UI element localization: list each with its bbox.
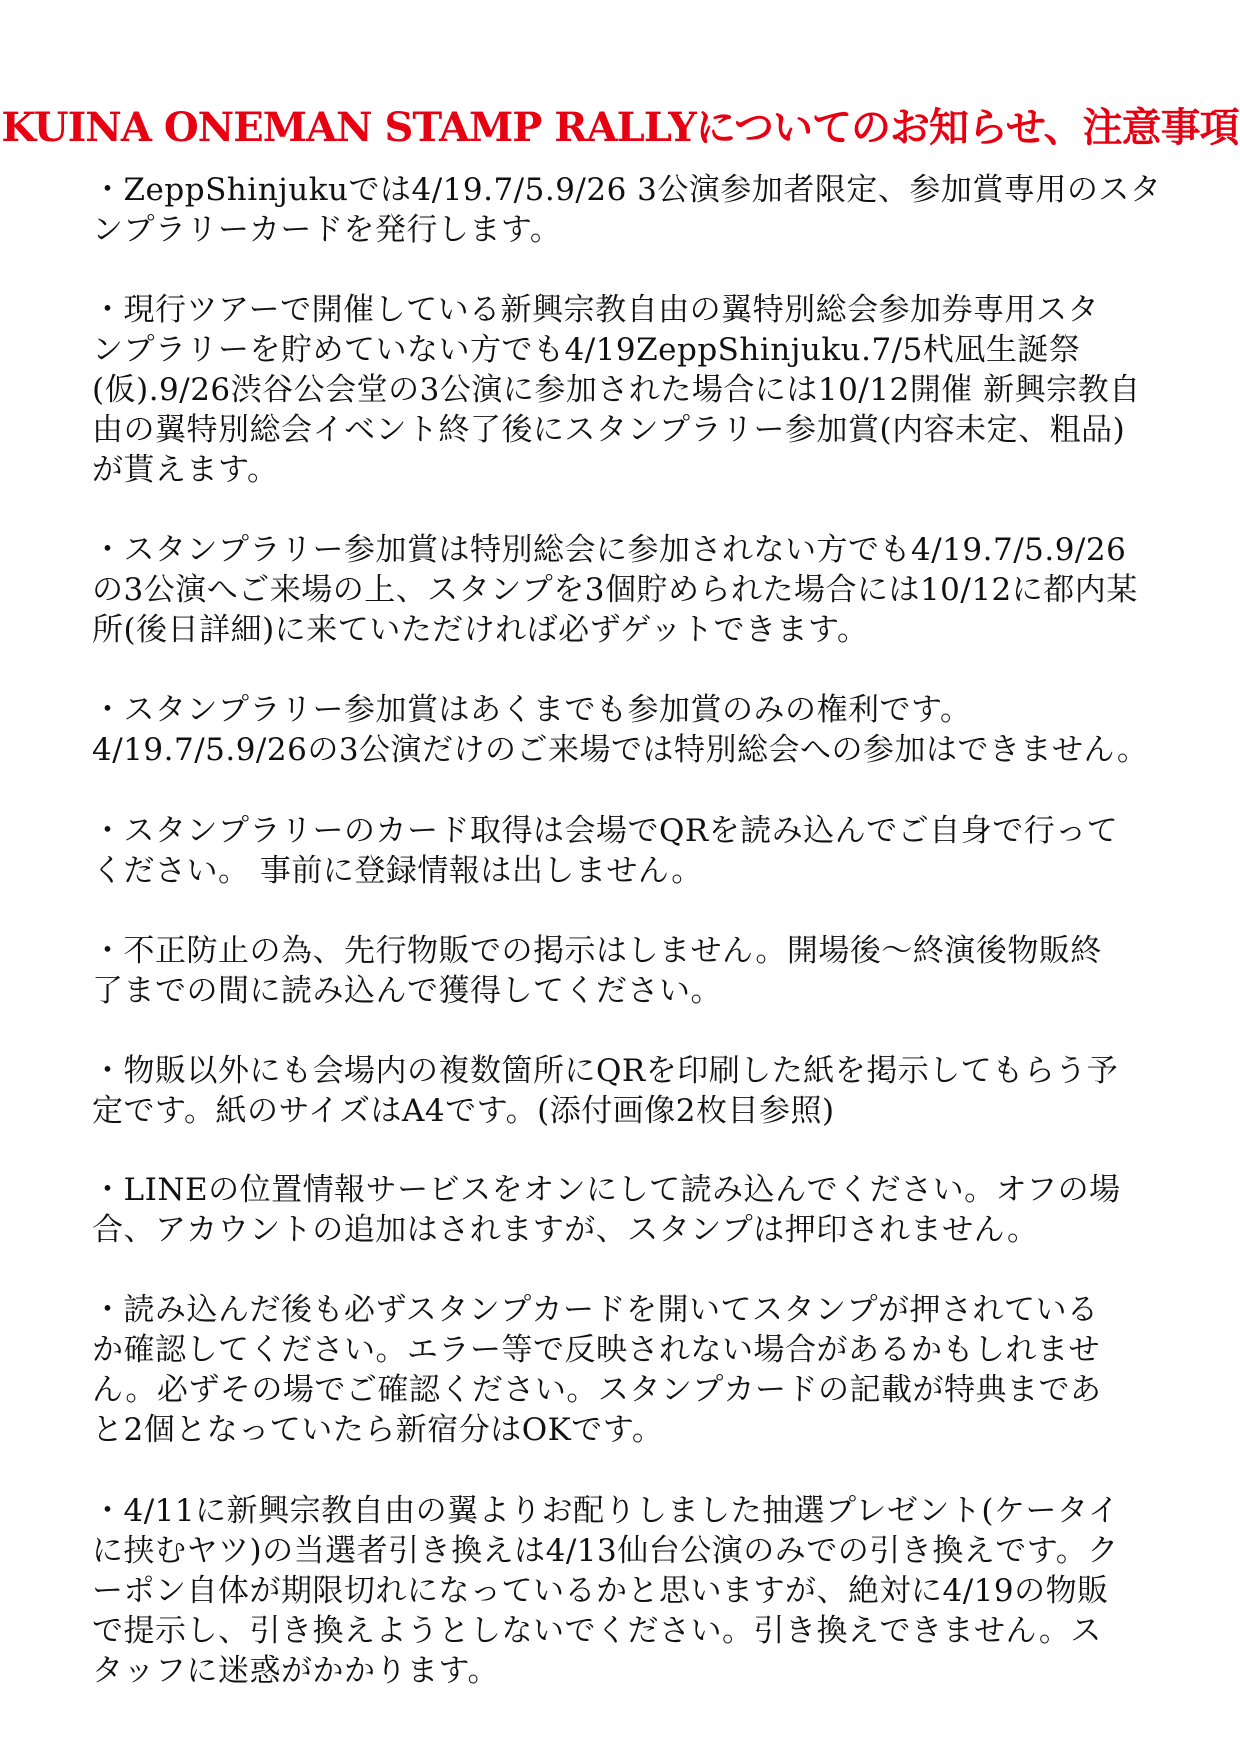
- notice-line: の3公演へご来場の上、スタンプを3個貯められた場合には10/12に都内某: [92, 572, 1138, 608]
- notice-line: ーポン自体が期限切れになっているかと思いますが、絶対に4/19の物販: [92, 1573, 1109, 1609]
- notice-line: 所(後日詳細)に来ていただければ必ずゲットできます。: [92, 612, 869, 648]
- notice-item: [92, 530, 1170, 650]
- notice-item: [92, 1051, 1170, 1131]
- notice-line: ・読み込んだ後も必ずスタンプカードを開いてスタンプが押されている: [92, 1292, 1099, 1328]
- notice-line: で提示し、引き換えようとしないでください。引き換えできません。ス: [92, 1613, 1102, 1649]
- notice-line: ・不正防止の為、先行物販での掲示はしません。開場後〜終演後物販終: [92, 933, 1102, 969]
- page-title: KUINA ONEMAN STAMP RALLYについてのお知らせ、注意事項: [1, 103, 1239, 151]
- notice-line: ・物販以外にも会場内の複数箇所にQRを印刷した紙を掲示してもらう予: [92, 1053, 1119, 1089]
- notice-item: [92, 811, 1170, 891]
- notice-item: [92, 170, 1170, 250]
- notice-line: ンプラリーカードを発行します。: [92, 212, 562, 248]
- notice-line: か確認してください。エラー等で反映されない場合があるかもしれませ: [92, 1332, 1100, 1368]
- notice-item: [92, 1290, 1170, 1450]
- notice-line: タッフに迷惑がかかります。: [92, 1653, 500, 1689]
- notice-line: に挟むヤツ)の当選者引き換えは4/13仙台公演のみでの引き換えです。ク: [92, 1533, 1119, 1569]
- notice-line: ・LINEの位置情報サービスをオンにして読み込んでください。オフの場: [92, 1172, 1121, 1208]
- notice-line: (仮).9/26渋谷公会堂の3公演に参加された場合には10/12開催 新興宗教自: [92, 372, 1141, 408]
- notice-item: [92, 1170, 1170, 1250]
- notice-line: 由の翼特別総会イベント終了後にスタンプラリー参加賞(内容未定、粗品): [92, 412, 1126, 448]
- notice-line: と2個となっていたら新宿分はOKです。: [92, 1412, 664, 1448]
- notice-line: ・スタンプラリー参加賞は特別総会に参加されない方でも4/19.7/5.9/26: [92, 532, 1127, 568]
- notice-line: ンプラリーを貯めていない方でも4/19ZeppShinjuku.7/5杙凪生誕祭: [92, 332, 1081, 368]
- notice-line: 了までの間に読み込んで獲得してください。: [92, 973, 722, 1009]
- notice-item: [92, 1491, 1170, 1691]
- notice-line: ・スタンプラリー参加賞はあくまでも参加賞のみの権利です。: [92, 692, 972, 728]
- notice-line: ん。必ずその場でご確認ください。スタンプカードの記載が特典まであ: [92, 1372, 1102, 1408]
- notice-line: ・現行ツアーで開催している新興宗教自由の翼特別総会参加券専用スタ: [92, 292, 1100, 328]
- notice-line: ・4/11に新興宗教自由の翼よりお配りしました抽選プレゼント(ケータイ: [92, 1493, 1120, 1529]
- notice-item: [92, 690, 1170, 770]
- notice-item: [92, 290, 1170, 490]
- notice-line: ・スタンプラリーのカード取得は会場でQRを読み込んでご自身で行って: [92, 813, 1119, 849]
- notice-line: 定です。紙のサイズはA4です。(添付画像2枚目参照): [92, 1093, 835, 1129]
- notice-item: [92, 931, 1170, 1011]
- notice-line: ください。 事前に登録情報は出しません。: [92, 853, 703, 889]
- notice-line: 4/19.7/5.9/26の3公演だけのご来場では特別総会への参加はできません。: [92, 732, 1149, 768]
- notice-line: ・ZeppShinjukuでは4/19.7/5.9/26 3公演参加者限定、参加賞専用のスタ: [92, 172, 1162, 208]
- notice-line: が貰えます。: [92, 452, 279, 488]
- notice-line: 合、アカウントの追加はされますが、スタンプは押印されません。: [92, 1212, 1039, 1248]
